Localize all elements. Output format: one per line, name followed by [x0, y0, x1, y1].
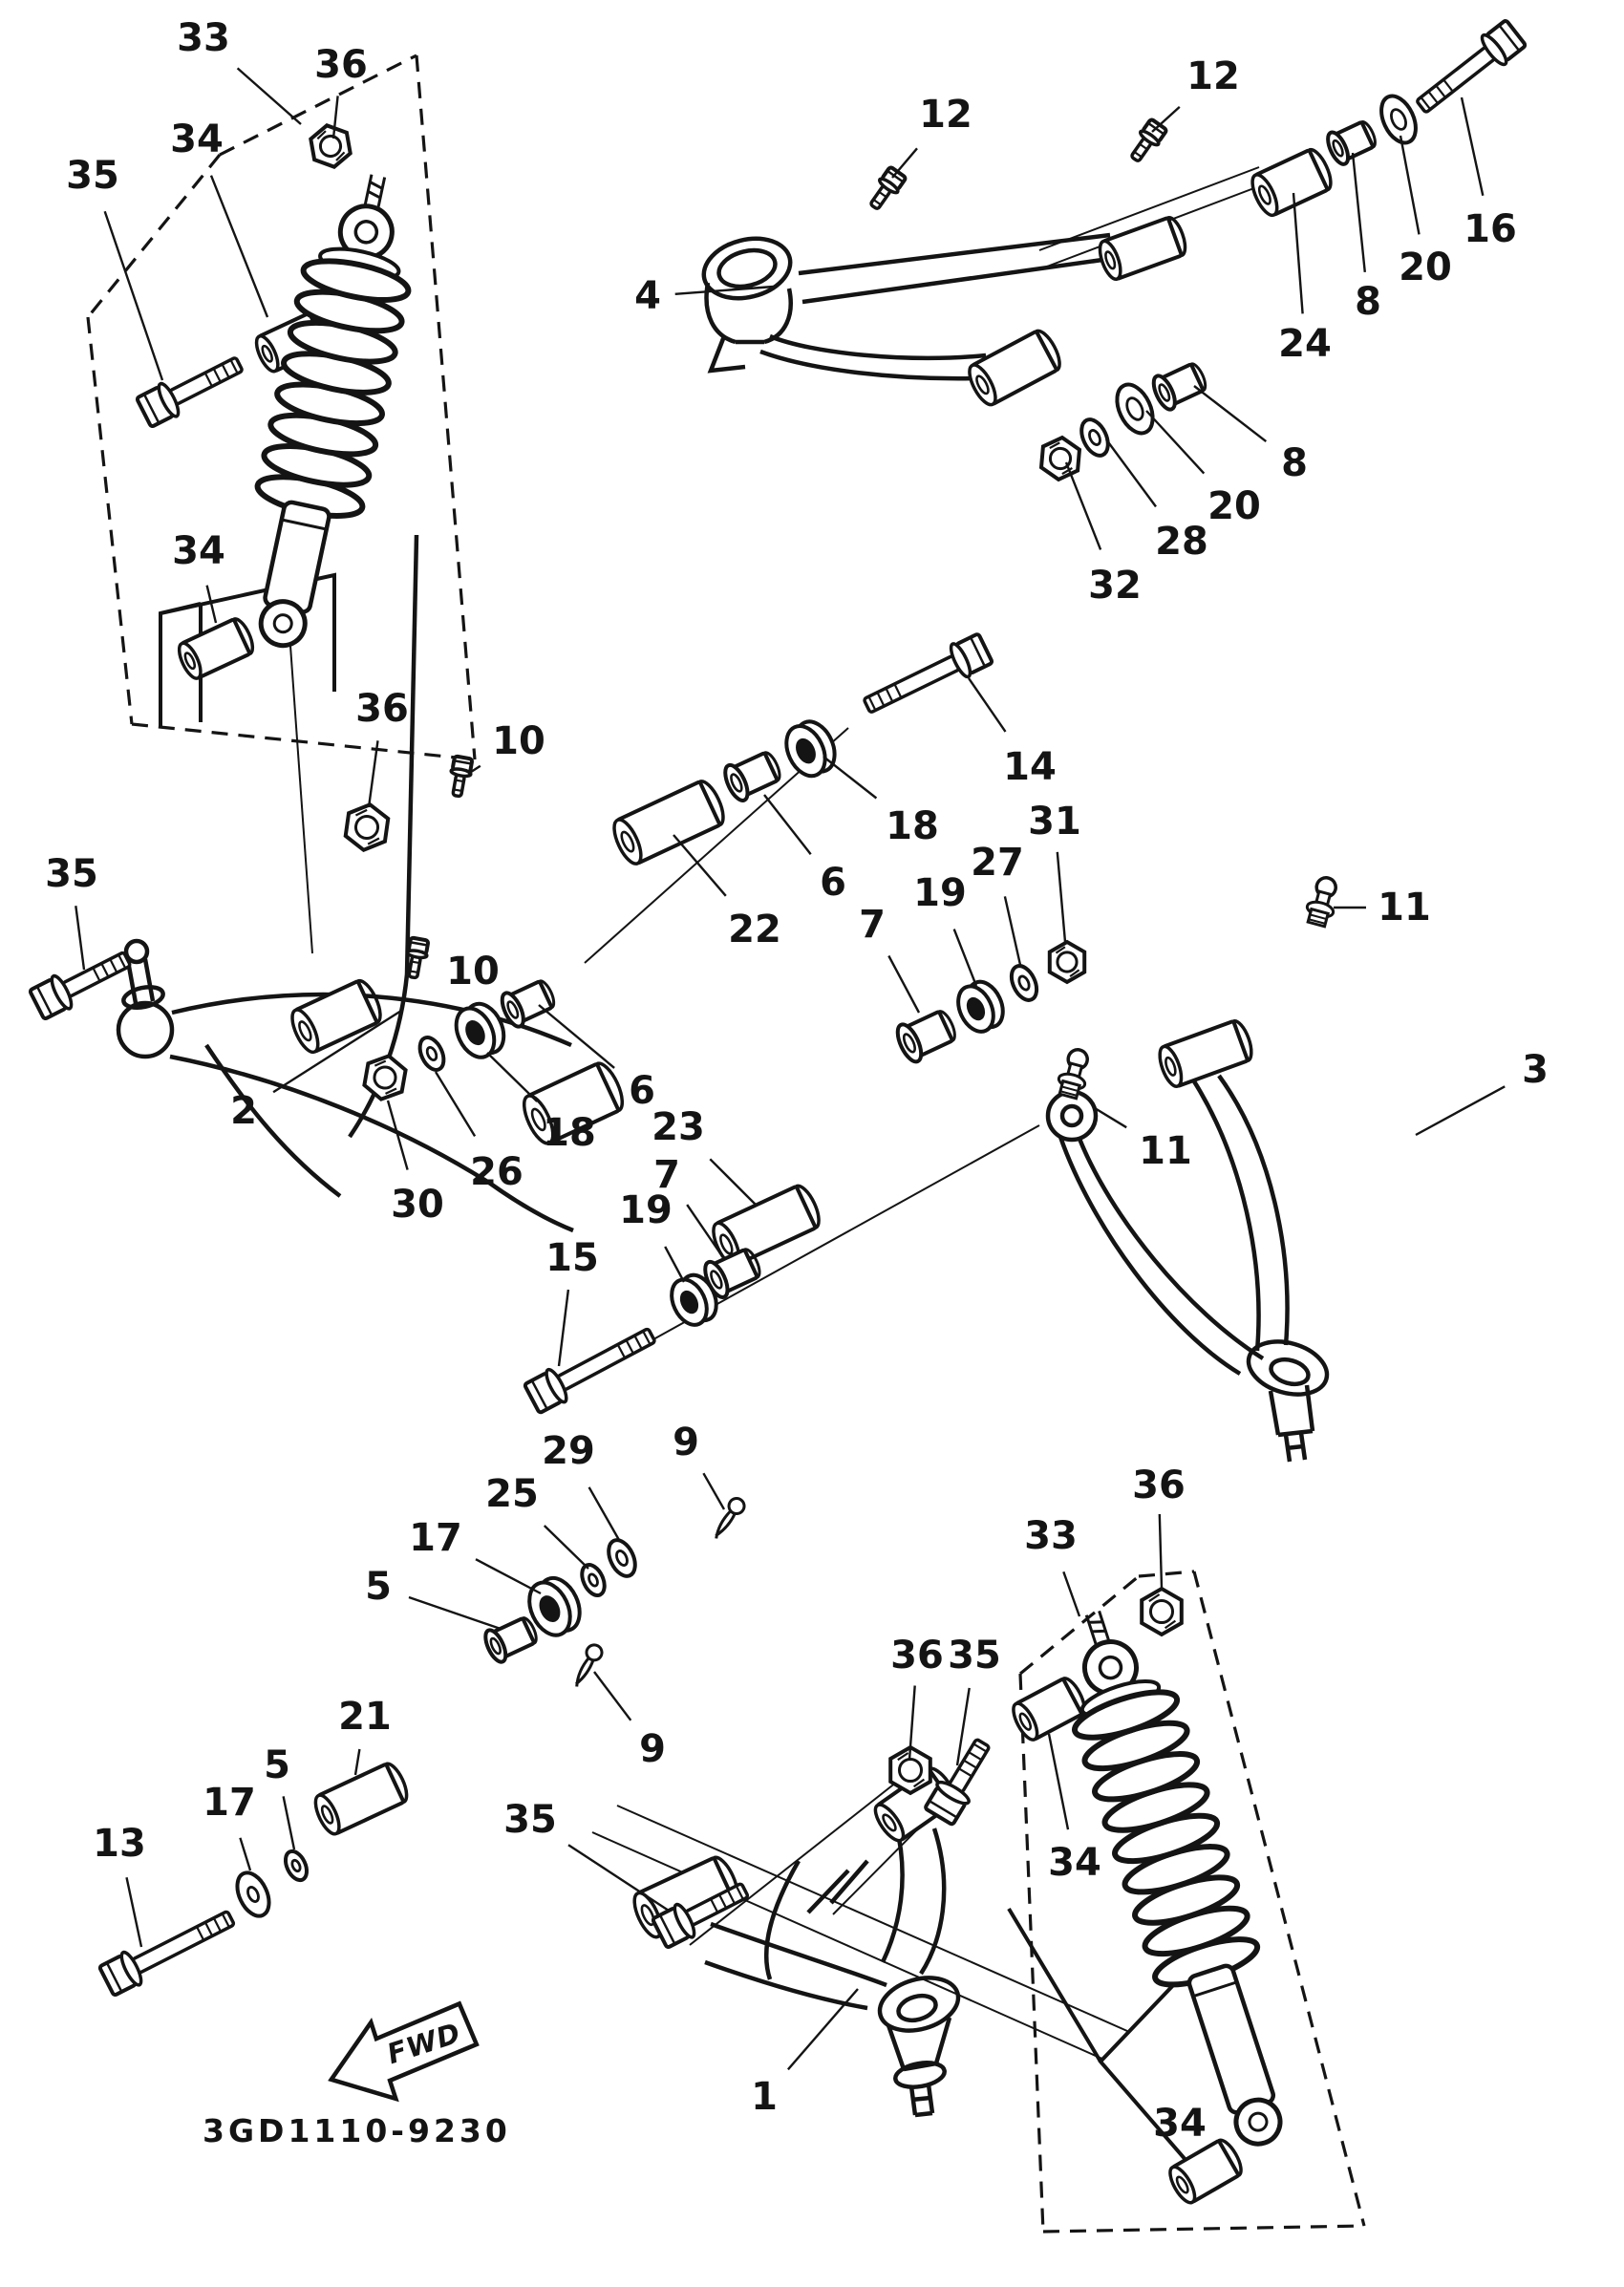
part-label-35: 35: [45, 852, 98, 896]
part-label-19: 19: [619, 1188, 673, 1232]
part-label-7: 7: [859, 903, 886, 947]
part-label-18: 18: [886, 804, 939, 848]
part-label-5: 5: [365, 1565, 392, 1609]
part-label-36: 36: [1132, 1464, 1186, 1507]
part-label-18: 18: [543, 1111, 596, 1155]
part-label-34: 34: [170, 118, 224, 161]
part-label-20: 20: [1399, 246, 1452, 289]
part-label-29: 29: [542, 1429, 595, 1473]
part-label-5: 5: [264, 1743, 290, 1787]
part-label-8: 8: [1355, 280, 1381, 324]
part-label-16: 16: [1464, 207, 1517, 251]
part-label-17: 17: [409, 1516, 462, 1560]
part-label-3: 3: [1522, 1048, 1549, 1092]
part-label-25: 25: [485, 1472, 539, 1516]
part-label-17: 17: [203, 1781, 256, 1825]
part-label-21: 21: [338, 1695, 392, 1739]
part-label-31: 31: [1028, 800, 1081, 844]
part-label-11: 11: [1378, 886, 1431, 930]
part-label-36: 36: [314, 43, 368, 87]
part-label-22: 22: [728, 908, 781, 951]
part-label-7: 7: [653, 1153, 680, 1197]
part-label-6: 6: [629, 1069, 655, 1113]
part-label-23: 23: [652, 1105, 705, 1149]
part-label-27: 27: [971, 841, 1024, 885]
part-label-34: 34: [1048, 1841, 1101, 1885]
part-label-12: 12: [1186, 54, 1240, 98]
part-label-19: 19: [913, 871, 967, 915]
part-label-1: 1: [751, 2075, 778, 2119]
nut-31: [1050, 942, 1084, 982]
part-label-36: 36: [890, 1634, 944, 1678]
part-label-32: 32: [1088, 564, 1142, 608]
fwd-arrow-label: FWD: [383, 2016, 465, 2071]
part-label-9: 9: [673, 1421, 699, 1464]
part-label-33: 33: [1024, 1514, 1078, 1558]
part-label-30: 30: [391, 1183, 444, 1227]
part-label-4: 4: [634, 274, 661, 318]
part-label-2: 2: [230, 1089, 257, 1133]
part-label-10: 10: [446, 950, 500, 994]
part-label-35: 35: [948, 1634, 1001, 1678]
part-label-28: 28: [1155, 520, 1208, 564]
part-label-10: 10: [492, 719, 545, 763]
part-label-35: 35: [503, 1798, 557, 1842]
part-label-26: 26: [470, 1150, 524, 1194]
part-label-33: 33: [177, 16, 230, 60]
part-label-20: 20: [1207, 484, 1261, 528]
drawing-code: 3GD1110-9230: [203, 2112, 511, 2149]
part-label-34: 34: [1153, 2102, 1207, 2146]
part-label-8: 8: [1281, 441, 1308, 485]
part-label-35: 35: [66, 154, 119, 198]
part-label-15: 15: [545, 1236, 599, 1280]
part-label-9: 9: [639, 1727, 666, 1771]
part-label-13: 13: [93, 1822, 146, 1866]
part-label-24: 24: [1278, 322, 1332, 366]
part-label-6: 6: [820, 861, 846, 905]
part-label-34: 34: [172, 529, 225, 573]
part-label-12: 12: [919, 93, 972, 137]
part-label-11: 11: [1139, 1129, 1192, 1173]
nut-36-bottom-right: [1142, 1589, 1182, 1635]
part-label-14: 14: [1003, 745, 1057, 789]
part-label-36: 36: [355, 687, 409, 731]
